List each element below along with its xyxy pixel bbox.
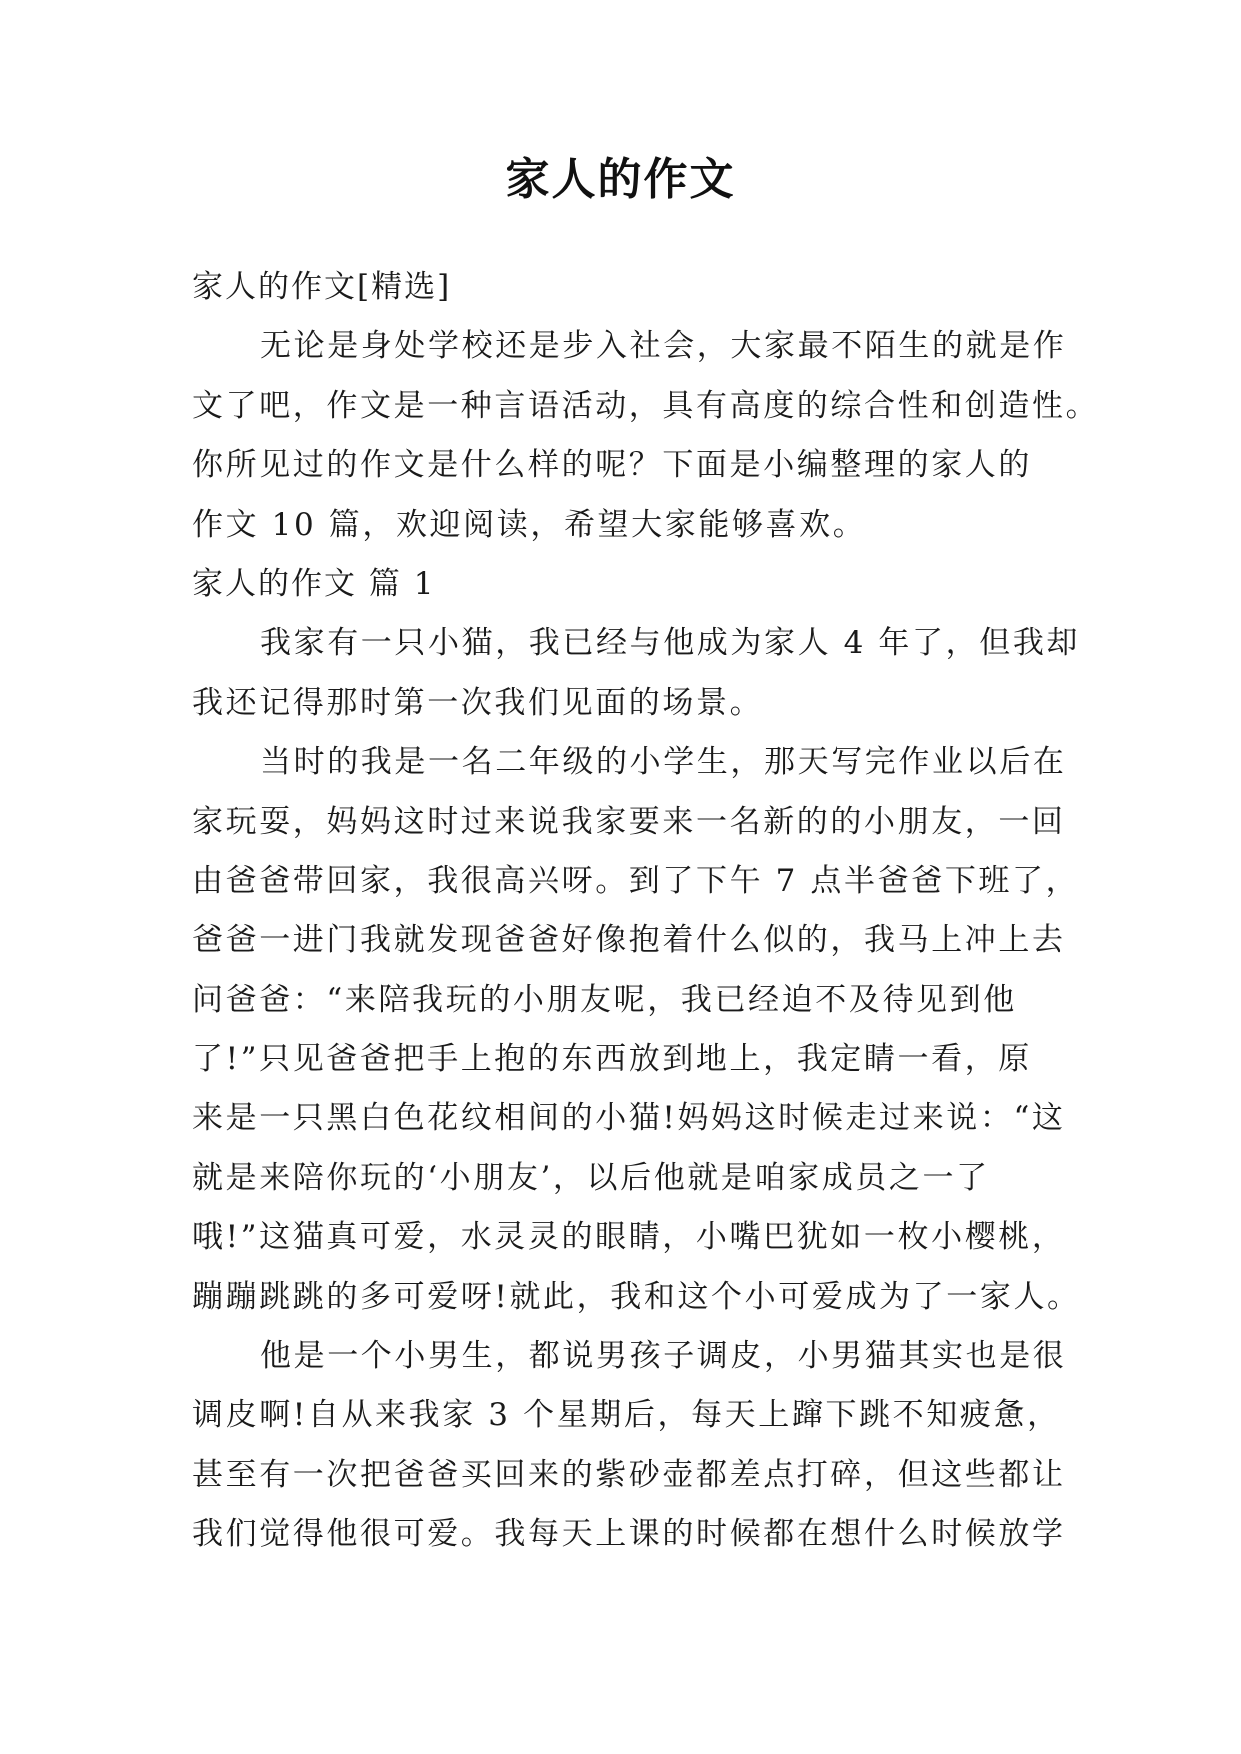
- paragraph-line: 调皮啊!自从来我家 3 个星期后，每天上蹿下跳不知疲惫，: [192, 1397, 1061, 1434]
- section-heading: 家人的作文 篇 1: [192, 565, 436, 602]
- document-title: 家人的作文: [505, 154, 736, 205]
- paragraph-line: 作文 10 篇，欢迎阅读，希望大家能够喜欢。: [192, 506, 867, 543]
- paragraph-line: 当时的我是一名二年级的小学生，那天写完作业以后在: [260, 744, 1067, 781]
- paragraph-line: 我家有一只小猫，我已经与他成为家人 4 年了，但我却: [260, 625, 1081, 662]
- paragraph-line: 了!”只见爸爸把手上抱的东西放到地上，我定睛一看，原: [192, 1041, 1032, 1078]
- paragraph-line: 家玩耍，妈妈这时过来说我家要来一名新的的小朋友，一回: [192, 803, 1066, 840]
- paragraph-line: 来是一只黑白色花纹相间的小猫!妈妈这时候走过来说：“这: [192, 1100, 1066, 1137]
- paragraph-line: 无论是身处学校还是步入社会，大家最不陌生的就是作: [260, 328, 1067, 365]
- paragraph-line: 由爸爸带回家，我很高兴呀。到了下午 7 点半爸爸下班了，: [192, 862, 1080, 899]
- paragraph-line: 我还记得那时第一次我们见面的场景。: [192, 684, 764, 721]
- paragraph-line: 我们觉得他很可爱。我每天上课的时候都在想什么时候放学: [192, 1516, 1066, 1553]
- paragraph-line: 就是来陪你玩的‘小朋友’，以后他就是咱家成员之一了: [192, 1159, 990, 1196]
- paragraph-line: 文了吧，作文是一种言语活动，具有高度的综合性和创造性。: [192, 387, 1100, 424]
- paragraph-line: 你所见过的作文是什么样的呢？下面是小编整理的家人的: [192, 447, 1032, 484]
- paragraph-line: 蹦蹦跳跳的多可爱呀!就此，我和这个小可爱成为了一家人。: [192, 1278, 1081, 1315]
- paragraph-line: 问爸爸：“来陪我玩的小朋友呢，我已经迫不及待见到他: [192, 981, 1017, 1018]
- paragraph-line: 哦!”这猫真可爱，水灵灵的眼睛，小嘴巴犹如一枚小樱桃，: [192, 1219, 1066, 1256]
- section-heading: 家人的作文[精选]: [192, 269, 452, 305]
- document-body: [192, 258, 1100, 1565]
- paragraph-line: 他是一个小男生，都说男孩子调皮，小男猫其实也是很: [260, 1338, 1067, 1375]
- paragraph-line: 爸爸一进门我就发现爸爸好像抱着什么似的，我马上冲上去: [192, 922, 1066, 959]
- paragraph-line: 甚至有一次把爸爸买回来的紫砂壶都差点打碎，但这些都让: [192, 1456, 1066, 1493]
